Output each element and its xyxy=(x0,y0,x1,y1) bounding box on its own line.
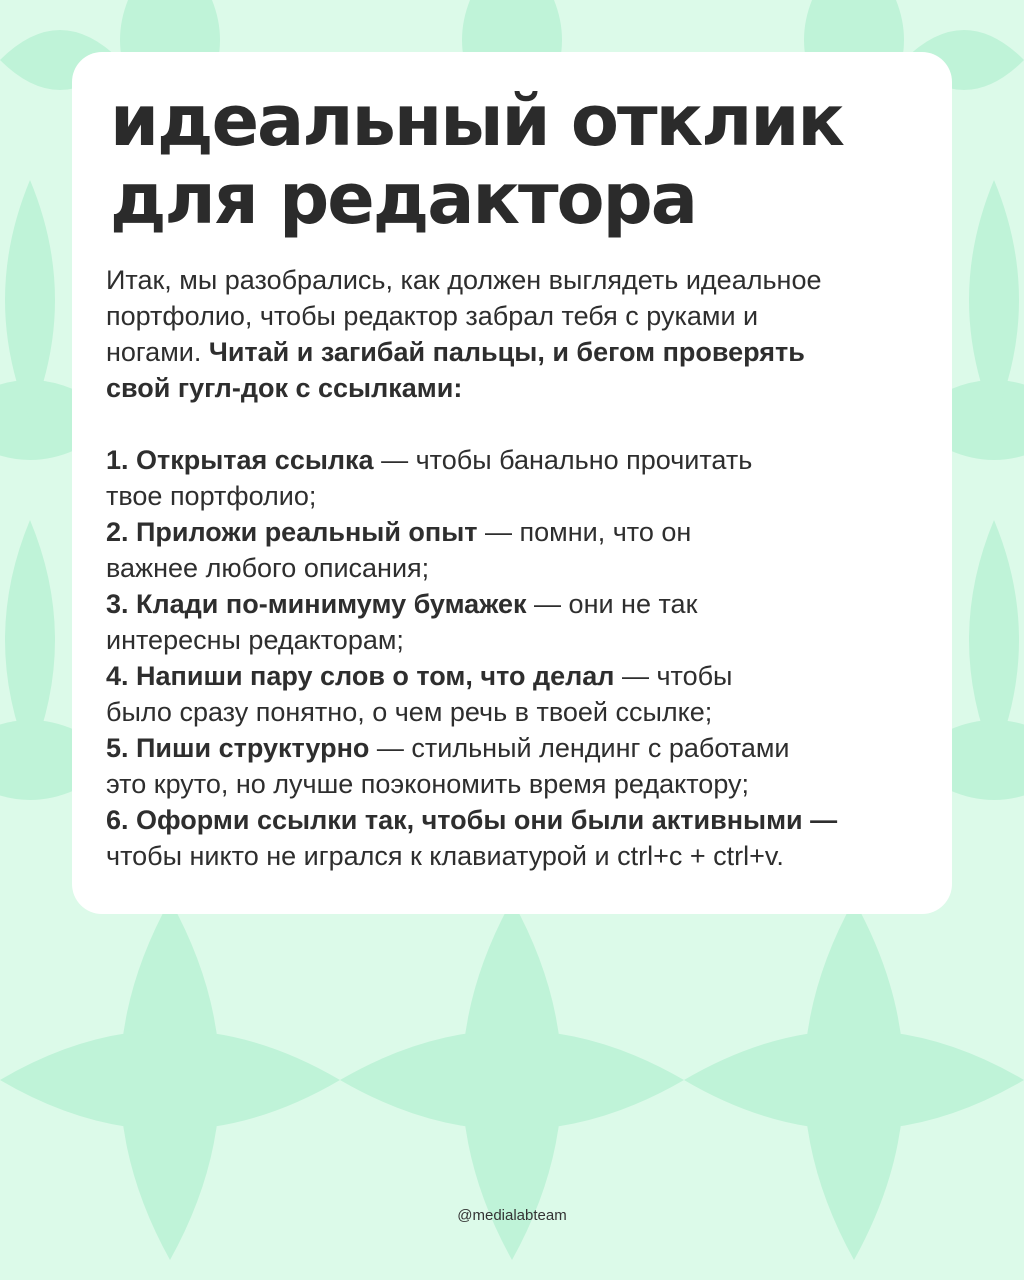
list-item-heading: 6. Оформи ссылки так, чтобы они были активными xyxy=(106,805,803,835)
list-item xyxy=(106,442,926,514)
account-handle: @medialabteam xyxy=(457,1207,567,1224)
list-item-heading: 3. Клади по-минимуму бумажек xyxy=(106,589,527,619)
intro-line-2: портфолио, чтобы редактор забрал тебя с руками и xyxy=(106,301,759,331)
list-item-text: — помни, что он xyxy=(485,517,692,547)
title-line-1: идеальный отклик xyxy=(110,80,843,162)
list-item-text: — чтобы банально прочитать xyxy=(381,445,753,475)
list-item-text: твое портфолио; xyxy=(106,481,317,511)
intro-line-3: ногами. xyxy=(106,337,202,367)
list-item-text: важнее любого описания; xyxy=(106,553,430,583)
list-item-text: — xyxy=(810,805,838,835)
intro-line-3-bold: Читай и загибай пальцы, и бегом проверять xyxy=(208,337,805,367)
content-card xyxy=(72,52,952,914)
list-item-heading: 1. Открытая ссылка xyxy=(106,445,374,475)
list-item-heading: 2. Приложи реальный опыт xyxy=(106,517,478,547)
list-item-text: — стильный лендинг с работами xyxy=(376,733,790,763)
list-item xyxy=(106,802,926,874)
list-item-text: — чтобы xyxy=(621,661,733,691)
page-title xyxy=(110,82,930,238)
list-item-text: было сразу понятно, о чем речь в твоей ссылке; xyxy=(106,697,713,727)
list-item xyxy=(106,730,926,802)
list-item-text: интересны редакторам; xyxy=(106,625,404,655)
list-item xyxy=(106,514,926,586)
tips-list xyxy=(106,442,926,874)
list-item-heading: 4. Напиши пару слов о том, что делал xyxy=(106,661,615,691)
list-item xyxy=(106,658,926,730)
list-item-heading: 5. Пиши структурно xyxy=(106,733,370,763)
list-item-text: это круто, но лучше поэкономить время редактору; xyxy=(106,769,750,799)
title-line-2: для редактора xyxy=(110,158,696,240)
intro-line-4-bold: свой гугл-док с ссылками: xyxy=(106,373,463,403)
intro-paragraph xyxy=(106,262,926,406)
list-item xyxy=(106,586,926,658)
list-item-text: — они не так xyxy=(534,589,698,619)
intro-line-1: Итак, мы разобрались, как должен выглядеть идеальное xyxy=(106,265,822,295)
list-item-text: чтобы никто не игрался к клавиатурой и ctrl+c + ctrl+v. xyxy=(106,841,784,871)
